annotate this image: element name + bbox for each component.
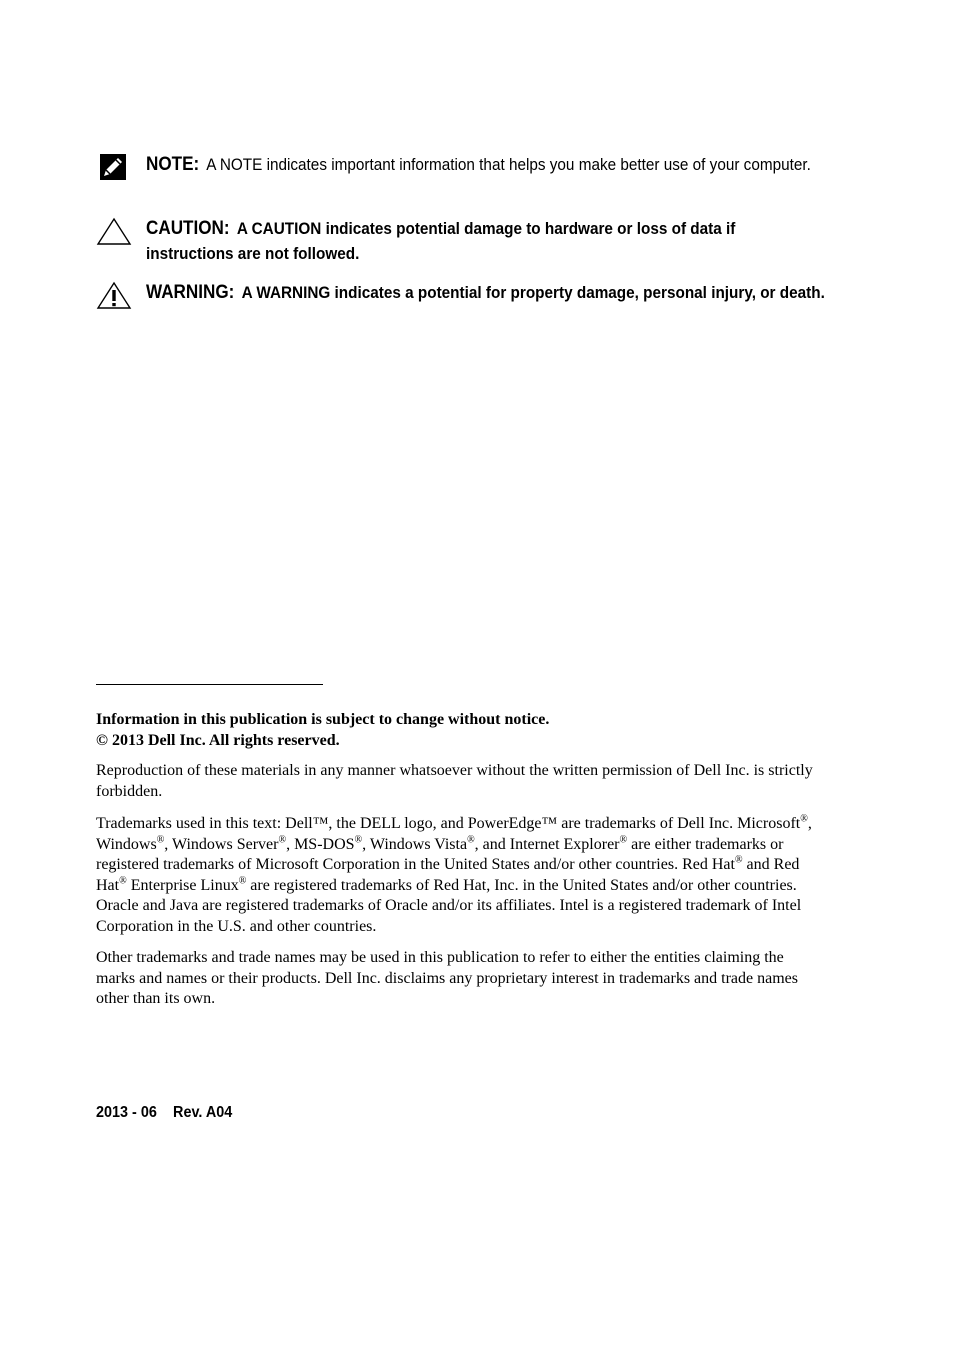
tm-text-3: , Windows Server — [164, 835, 279, 853]
revision-info — [96, 1104, 232, 1122]
tm-text-9: Enterprise Linux — [126, 876, 239, 894]
info-line-1: Information in this publication is subject to change without notice. — [96, 711, 550, 728]
revision-date: 2013 - 06 — [96, 1104, 157, 1121]
other-trademarks-paragraph: Other trademarks and trade names may be used in this publication to refer to either the entities claiming the marks and names or their products. Dell Inc. disclaims any proprietary interest in trademarks and trade names other than its own. — [96, 949, 798, 1007]
divider-rule — [96, 684, 323, 685]
tm-text-4: , MS-DOS — [286, 835, 355, 853]
reproduction-paragraph: Reproduction of these materials in any manner whatsoever without the written permission of Dell Inc. is strictly forbidden. — [96, 762, 813, 800]
registered-mark: ® — [278, 834, 287, 846]
note-label: NOTE: — [146, 154, 200, 175]
registered-mark: ® — [619, 834, 628, 846]
tm-text-7: are either trademarks or registered trademarks of Microsoft Corporation in the United States and/or other countries. Red Hat — [96, 835, 784, 873]
warning-text: A WARNING indicates a potential for property damage, personal injury, or death. — [241, 283, 825, 302]
registered-mark: ® — [238, 875, 247, 887]
warning-notice — [96, 280, 826, 305]
tm-text-5: , Windows Vista — [362, 835, 468, 853]
note-text: A NOTE indicates important information that helps you make better use of your computer. — [206, 155, 811, 174]
caution-notice — [96, 216, 826, 266]
warning-exclamation-icon — [96, 280, 132, 310]
tm-text-1: Trademarks used in this text: Dell™, the DELL logo, and PowerEdge™ are trademarks of Dell Inc. Microsoft — [96, 815, 801, 832]
warning-label: WARNING: — [146, 282, 235, 303]
tm-text-6: , and Internet Explorer — [474, 835, 620, 853]
registered-mark: ® — [119, 875, 127, 887]
caution-text: A CAUTION indicates potential damage to hardware or loss of data if instructions are not followed. — [146, 219, 736, 263]
caution-label: CAUTION: — [146, 218, 230, 239]
registered-mark: ® — [156, 834, 165, 846]
info-notice — [96, 710, 824, 751]
registered-mark: ® — [734, 854, 743, 866]
registered-mark: ® — [467, 834, 475, 846]
registered-mark: ® — [800, 813, 808, 825]
caution-triangle-icon — [96, 216, 132, 246]
registered-mark: ® — [354, 834, 363, 846]
tm-text-10: are registered trademarks of Red Hat, Inc. in the United States and/or other countries. Oracle and Java are registered trademarks of Oracle and/or its affiliates. Intel is a registered trademark of Intel Corporation in the U.S. and other countries. — [96, 876, 802, 935]
tm-text-8: and Red Hat — [96, 856, 800, 894]
trademarks-paragraph — [96, 814, 824, 937]
revision-number: Rev. A04 — [173, 1104, 233, 1121]
tm-text-2: , Windows — [96, 815, 812, 853]
copyright-line: © 2013 Dell Inc. All rights reserved. — [96, 731, 340, 749]
note-notice — [96, 152, 826, 177]
note-pencil-icon — [96, 152, 128, 182]
